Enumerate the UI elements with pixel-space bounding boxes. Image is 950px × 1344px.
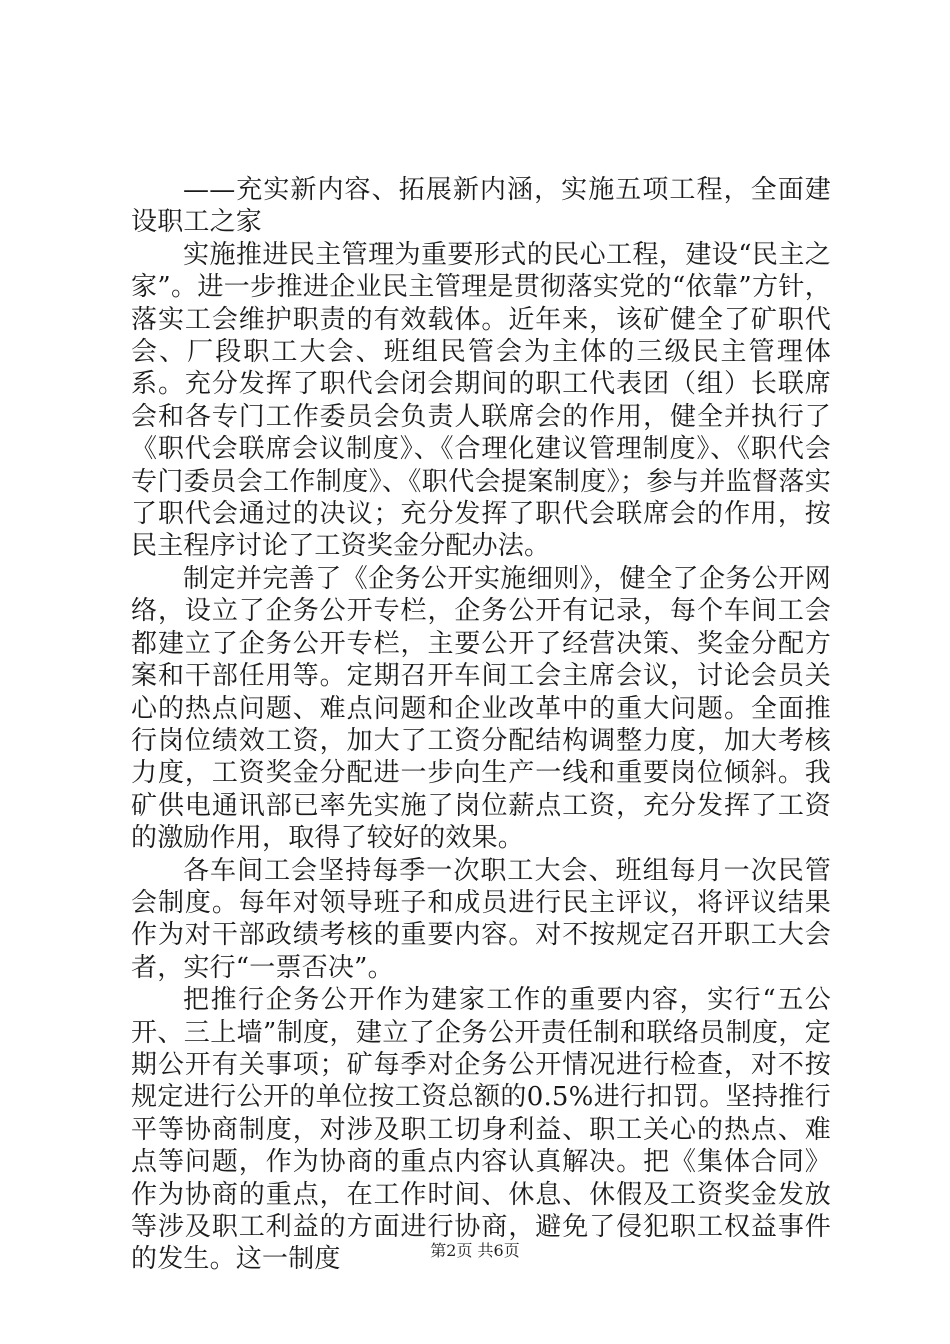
paragraph-affairs-disclosure: 制定并完善了《企务公开实施细则》，健全了企务公开网络，设立了企务公开专栏，企务公开有记录，每个车间工会都建立了企务公开专栏，主要公开了经营决策、奖金分配方案和干部任用等。定期召开车间工会主席会议，讨论会员关心的热点问题、难点问题和企业改革中的重大问题。全面推行岗位绩效工资，加大了工资分配结构调整力度，加大考核力度，工资奖金分配进一步向生产一线和重要岗位倾斜。我矿供电通讯部已率先实施了岗位薪点工资，充分发挥了工资的激励作用，取得了较好的效果。 (131, 563, 831, 854)
paragraph-collective-consultation: 把推行企务公开作为建家工作的重要内容，实行“五公开、三上墙”制度，建立了企务公开责任制和联络员制度，定期公开有关事项；矿每季对企务公开情况进行检查，对不按规定进行公开的单位按工资总额的0.5%进行扣罚。坚持推行平等协商制度，对涉及职工切身利益、职工关心的热点、难点等问题，作为协商的重点内容认真解决。把《集体合同》作为协商的重点，在工作时间、休息、休假及工资奖金发放等涉及职工利益的方面进行协商，避免了侵犯职工权益事件的发生。这一制度 (131, 985, 831, 1275)
paragraph-subtitle: ——充实新内容、拓展新内涵，实施五项工程，全面建设职工之家 (131, 175, 831, 238)
document-body (131, 174, 831, 1276)
page-number-footer: 第2页 共6页 (430, 1241, 520, 1260)
paragraph-workshop-union: 各车间工会坚持每季一次职工大会、班组每月一次民管会制度。每年对领导班子和成员进行民主评议，将评议结果作为对干部政绩考核的重要内容。对不按规定召开职工大会者，实行“一票否决”。 (131, 855, 831, 983)
paragraph-democratic-management: 实施推进民主管理为重要形式的民心工程，建设“民主之家”。进一步推进企业民主管理是贯彻落实党的“依靠”方针，落实工会维护职责的有效载体。近年来，该矿健全了矿职代会、厂段职工大会、班组民管会为主体的三级民主管理体系。充分发挥了职代会闭会期间的职工代表团（组）长联席会和各专门工作委员会负责人联席会的作用，健全并执行了《职代会联席会议制度》、《合理化建议管理制度》、《职代会专门委员会工作制度》、《职代会提案制度》；参与并监督落实了职代会通过的决议；充分发挥了职代会联席会的作用，按民主程序讨论了工资奖金分配办法。 (131, 239, 831, 562)
